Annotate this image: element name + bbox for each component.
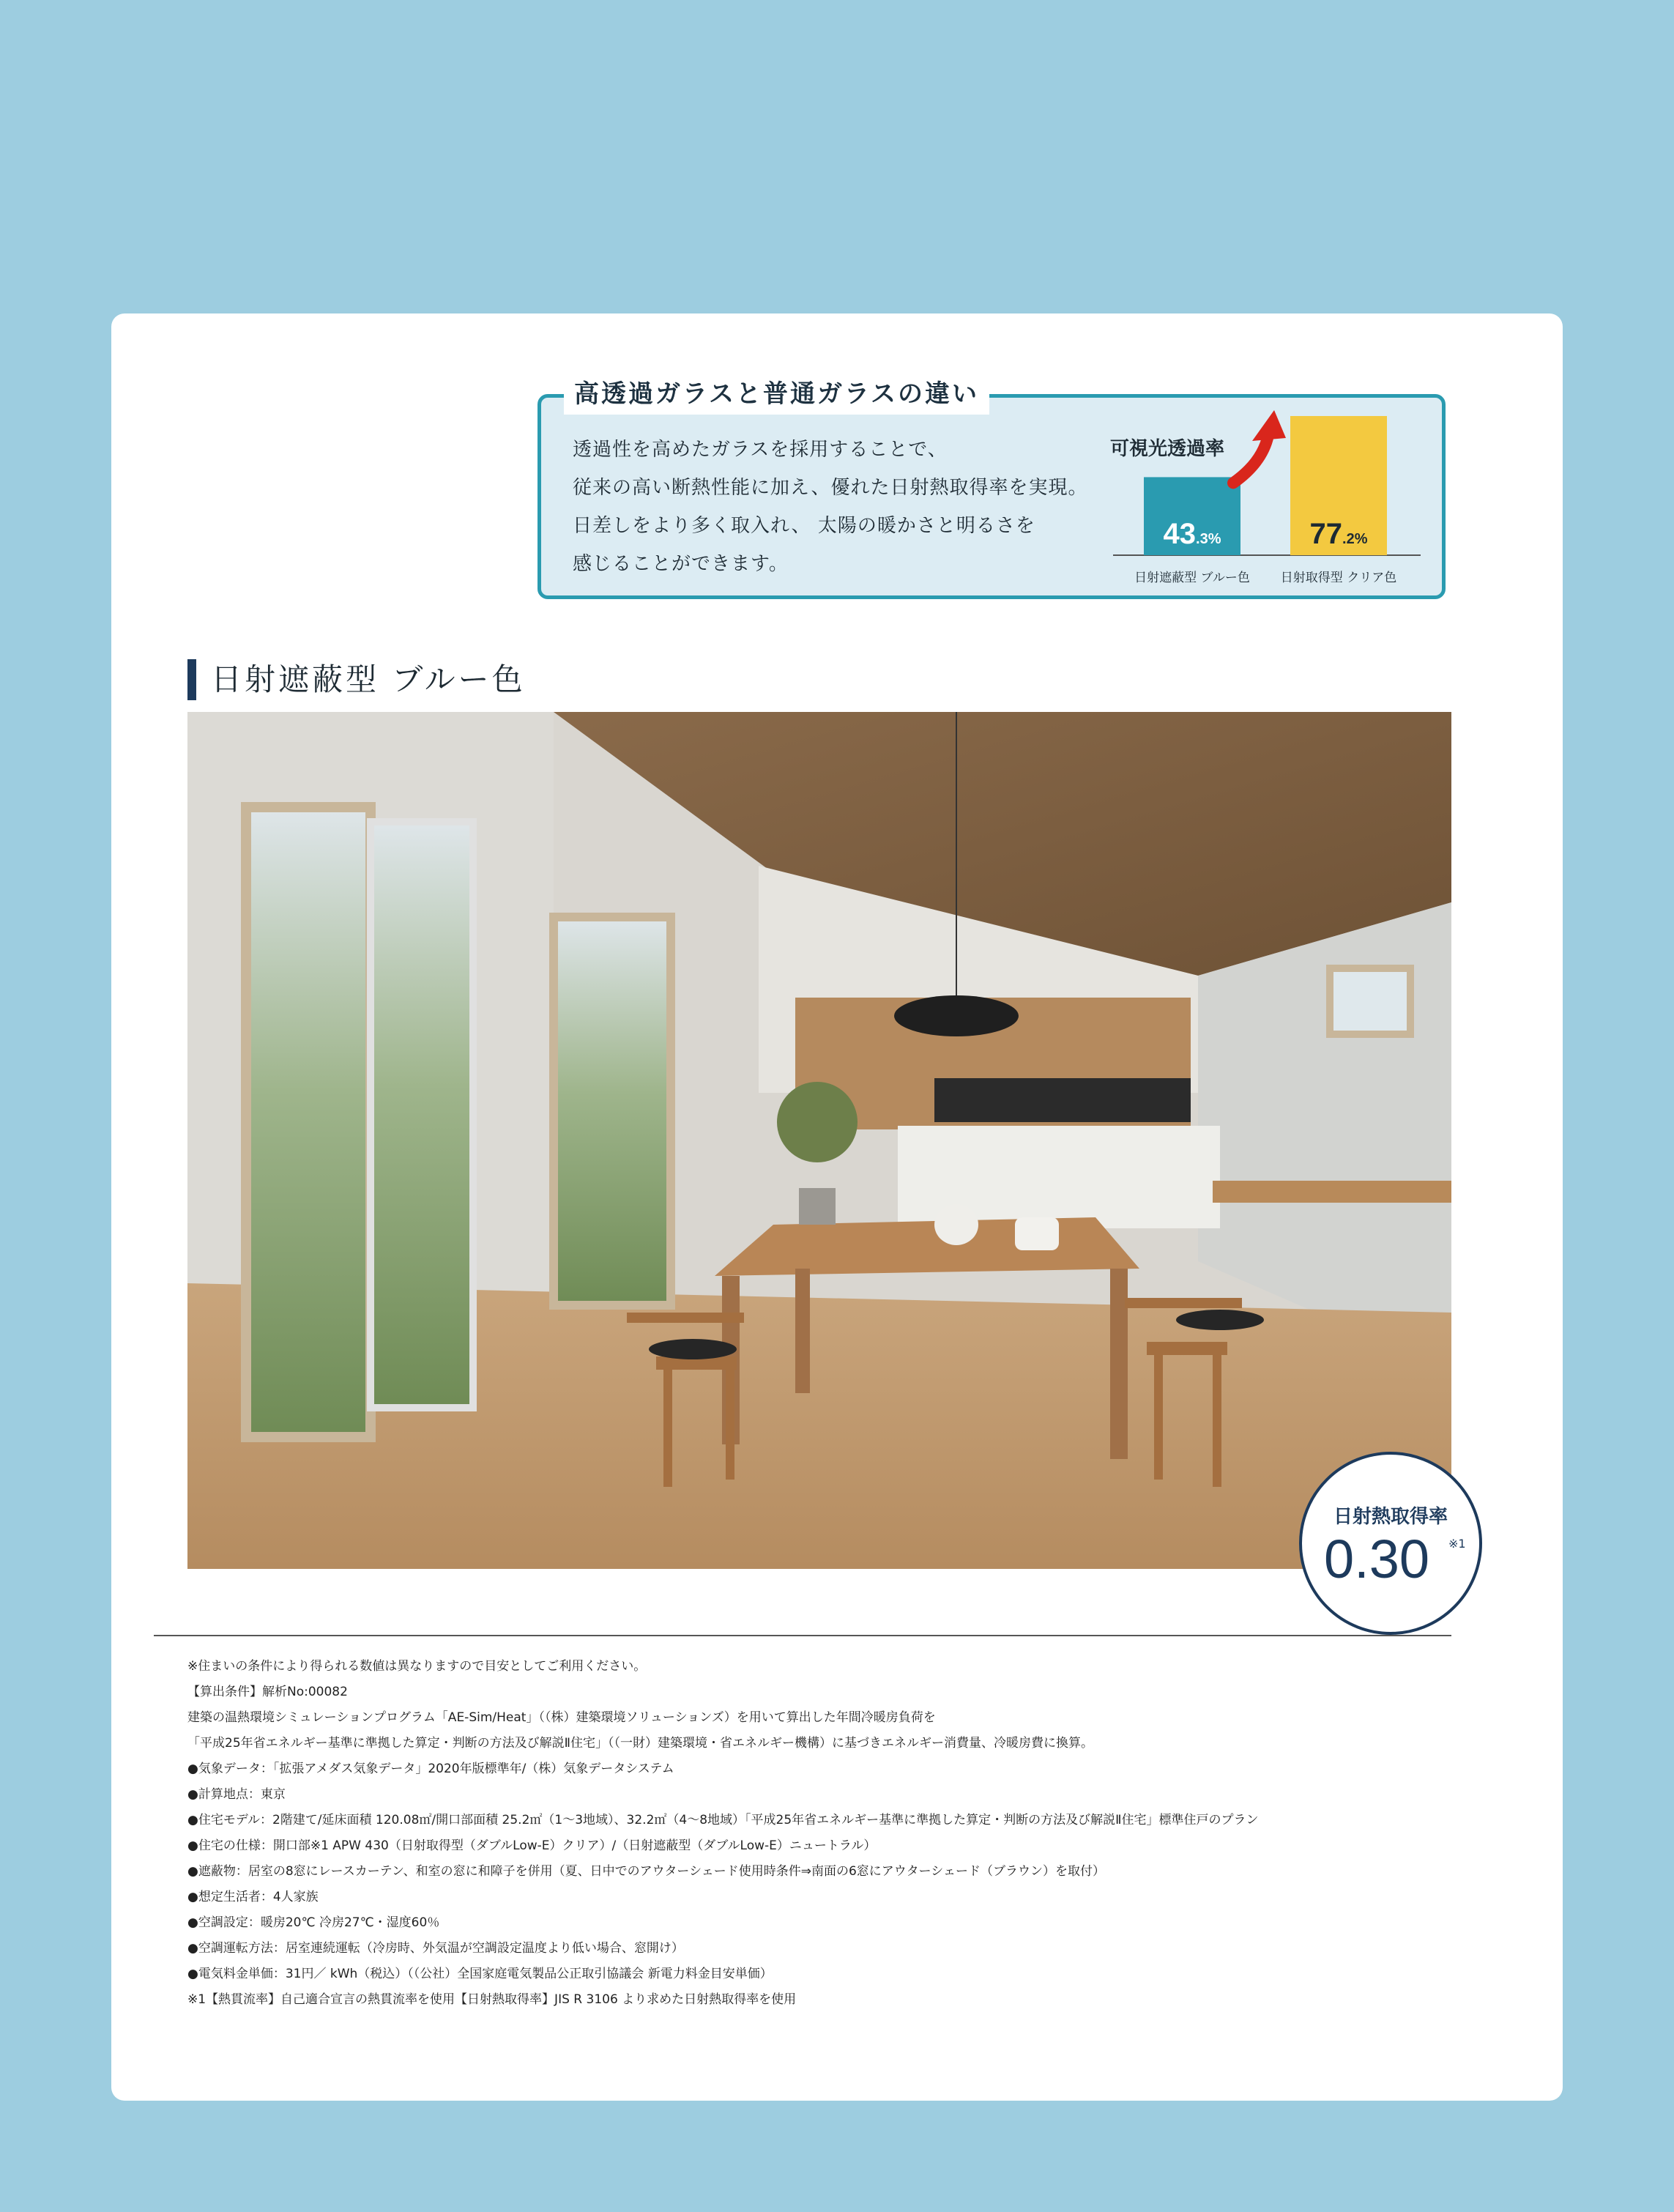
- description-line: 従来の高い断熱性能に加え、優れた日射熱取得率を実現。: [573, 477, 1088, 499]
- sliding-window-middle: [371, 822, 473, 1408]
- divider: [154, 1635, 1451, 1636]
- description-line: 日差しをより多く取入れ、 太陽の暖かさと明るさを: [573, 515, 1035, 537]
- teapot: [1015, 1217, 1059, 1250]
- description-line: 感じることができます。: [573, 553, 789, 575]
- table-leg: [1110, 1269, 1128, 1459]
- small-window: [1330, 968, 1410, 1034]
- note-line: ●空調運転方法：居室連続運転（冷房時、外気温が空調設定温度より低い場合、窓開け）: [187, 1941, 684, 1956]
- note-line: ●住宅モデル：2階建て/延床面積 120.08㎡/開口部面積 25.2㎡（1～3地域）、32.2㎡（4～8地域）「平成25年省エネルギー基準に準拠した算定・判断の方法及び解説Ⅱ住宅」標準住戸のプラン: [187, 1813, 1259, 1827]
- note-line: ※1【熱貫流率】自己適合宣言の熱貫流率を使用【日射熱取得率】JIS R 3106 より求めた日射熱取得率を使用: [187, 1992, 797, 2007]
- badge-footnote-mark: ※1: [1448, 1537, 1466, 1551]
- calculation-notes: [187, 1654, 1462, 2013]
- dining-table-top: [715, 1217, 1139, 1276]
- kitchen-backsplash: [934, 1078, 1191, 1122]
- vase: [934, 1204, 978, 1245]
- chart-category-label: 日射遮蔽型 ブルー色: [1134, 571, 1250, 585]
- solar-heat-gain-badge: [1299, 1452, 1482, 1635]
- note-line: ●遮蔽物：居室の8窓にレースカーテン、和室の窓に和障子を併用（夏、日中でのアウターシェード使用時条件⇒南面の6窓にアウターシェード（ブラウン）を取付）: [187, 1864, 1105, 1879]
- note-line: 建築の温熱環境シミュレーションプログラム「AE-Sim/Heat」（（株）建築環境ソリューションズ）を用いて算出した年間冷暖房負荷を: [187, 1710, 936, 1725]
- table-leg: [795, 1269, 810, 1393]
- note-line: ●気象データ：「拡張アメダス気象データ」2020年版標準年/（株）気象データシステム: [187, 1762, 674, 1776]
- note-line: ●空調設定：暖房20℃ 冷房27℃・湿度60％: [187, 1915, 440, 1930]
- badge-value: 0.30: [1324, 1529, 1430, 1589]
- glass-comparison-text: [573, 431, 1129, 583]
- transmittance-chart: [1098, 403, 1435, 595]
- note-line: ※住まいの条件により得られる数値は異なりますので目安としてご利用ください。: [187, 1659, 647, 1674]
- chair-cushion: [649, 1339, 737, 1359]
- note-line: ●想定生活者：4人家族: [187, 1890, 319, 1904]
- increase-arrow: [1233, 435, 1268, 483]
- chart-value-label: 43.3%: [1163, 518, 1221, 550]
- sliding-window-right: [554, 917, 671, 1305]
- note-line: 「平成25年省エネルギー基準に準拠した算定・判断の方法及び解説Ⅱ住宅」（（一財）建築環境・省エネルギー機構）に基づきエネルギー消費量、冷暖房費に換算。: [187, 1736, 1093, 1751]
- badge-label: 日射熱取得率: [1333, 1506, 1448, 1528]
- chart-value-label: 77.2%: [1309, 518, 1368, 550]
- sliding-window-left: [246, 807, 371, 1437]
- description-line: 透過性を高めたガラスを採用することで、: [573, 439, 948, 461]
- note-line: ●住宅の仕様：開口部※1 APW 430（日射取得型（ダブルLow-E）クリア）/（日射遮蔽型（ダブルLow-E）ニュートラル）: [187, 1838, 877, 1853]
- note-line: ●電気料金単価：31円／ kWh（税込）（（公社）全国家庭電気製品公正取引協議会 新電力料金目安単価）: [187, 1967, 773, 1981]
- dining-room-photo: [187, 712, 1451, 1569]
- section-heading: 日射遮蔽型 ブルー色: [187, 659, 526, 700]
- note-line: ●計算地点：東京: [187, 1787, 286, 1802]
- increase-arrow-head: [1252, 410, 1286, 441]
- glass-comparison-title: 高透過ガラスと普通ガラスの違い: [564, 374, 989, 415]
- chair-cushion: [1176, 1310, 1264, 1330]
- pendant-lamp: [894, 995, 1019, 1036]
- chart-category-label: 日射取得型 クリア色: [1280, 571, 1397, 585]
- note-line: 【算出条件】解析No:00082: [187, 1685, 348, 1699]
- chart-title: 可視光透過率: [1110, 438, 1225, 460]
- side-counter: [1213, 1181, 1451, 1203]
